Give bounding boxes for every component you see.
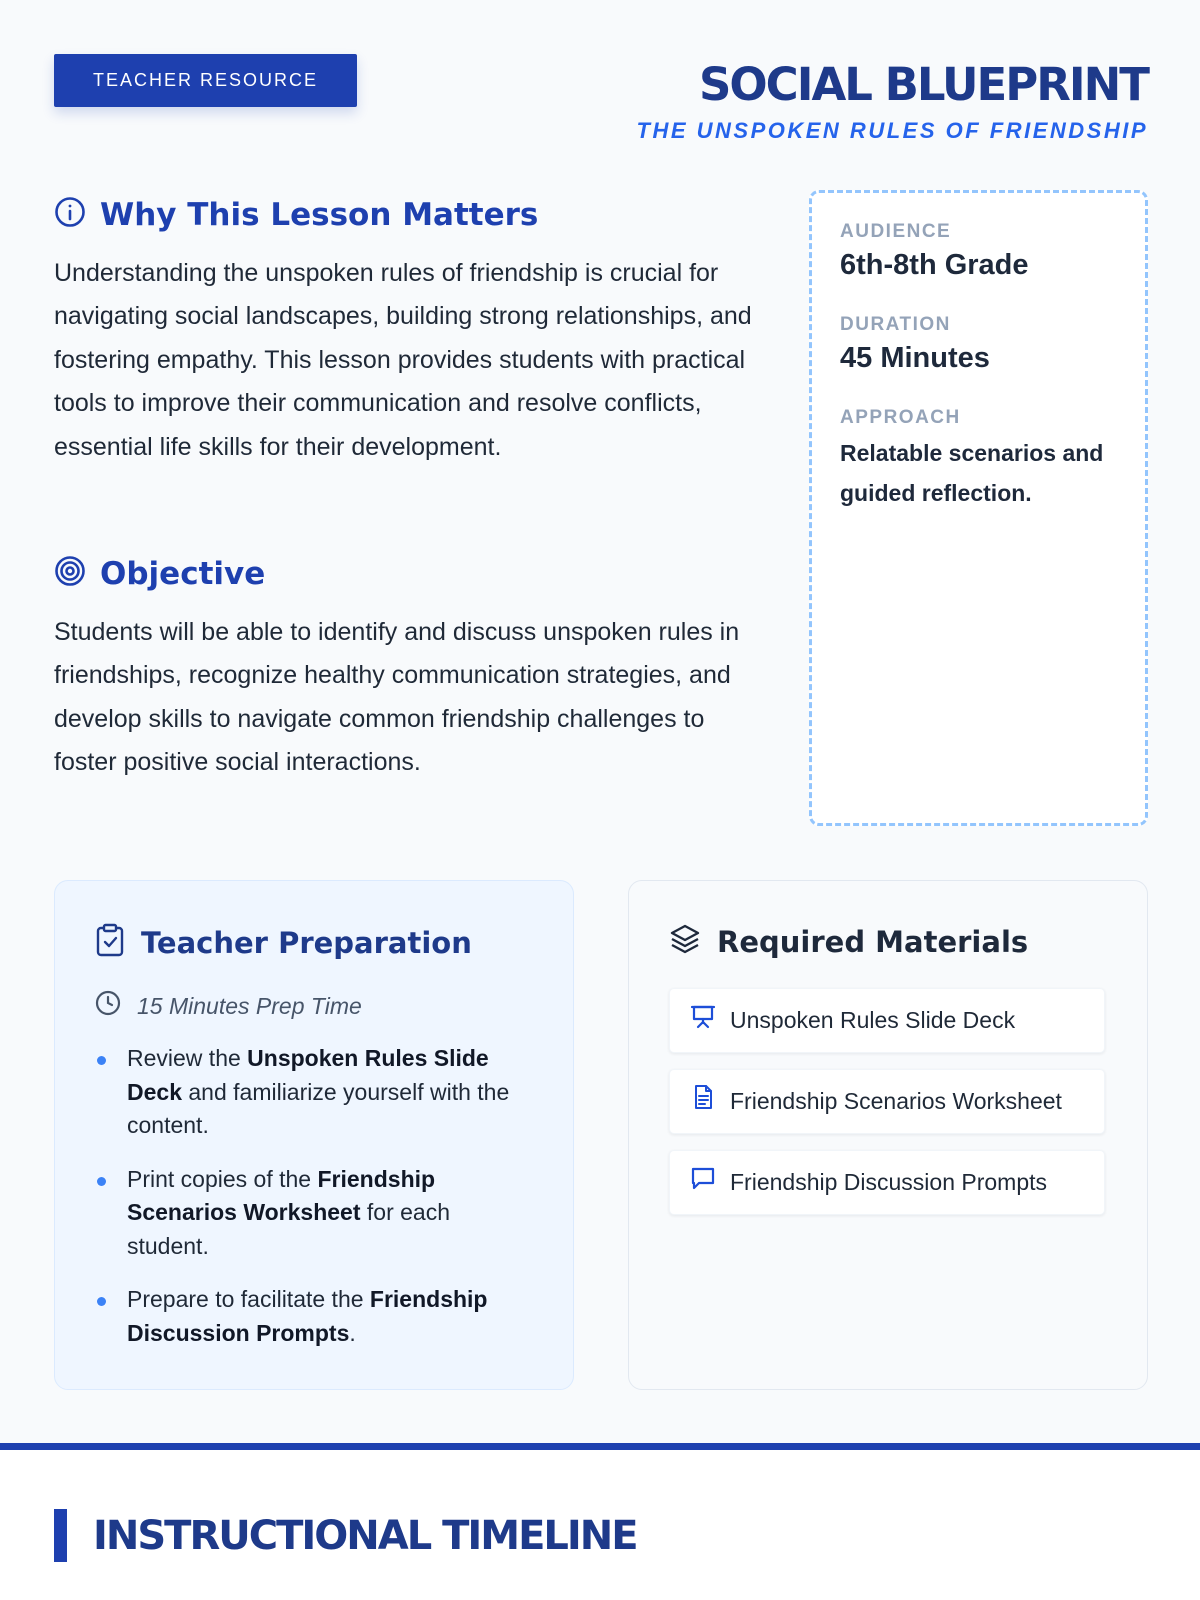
- lesson-info-card: [809, 190, 1148, 826]
- timeline-title: INSTRUCTIONAL TIMELINE: [93, 1513, 637, 1559]
- materials-heading: [669, 923, 1107, 960]
- page-title: SOCIAL BLUEPRINT: [699, 58, 1148, 111]
- materials-list: [669, 988, 1107, 1215]
- teacher-preparation-card: [54, 880, 574, 1390]
- material-slide-deck[interactable]: [669, 988, 1105, 1053]
- approach-value: Relatable scenarios and guided reflection.: [840, 440, 1104, 506]
- duration-value: 45 Minutes: [840, 342, 990, 374]
- duration-label: DURATION: [840, 314, 951, 335]
- list-item: Review the Unspoken Rules Slide Deck and familiarize yourself with the content.: [95, 1042, 533, 1143]
- materials-title: Required Materials: [717, 924, 1029, 959]
- objective-heading: [54, 555, 265, 592]
- document-icon: [690, 1084, 730, 1119]
- required-materials-card: [628, 880, 1148, 1390]
- instructional-timeline-section: [0, 1443, 1200, 1600]
- target-icon: [54, 555, 100, 592]
- list-item: Prepare to facilitate the Friendship Discussion Prompts.: [95, 1283, 533, 1350]
- accent-bar: [54, 1509, 67, 1562]
- clipboard-check-icon: [95, 923, 141, 962]
- list-item: Print copies of the Friendship Scenarios Worksheet for each student.: [95, 1163, 533, 1264]
- material-discussion-prompts[interactable]: [669, 1150, 1105, 1215]
- presentation-icon: [690, 1003, 730, 1038]
- page-subtitle: THE UNSPOKEN RULES OF FRIENDSHIP: [636, 118, 1148, 143]
- prep-list: [95, 1042, 533, 1350]
- brand-header: [637, 58, 1148, 144]
- clock-icon: [95, 990, 137, 1022]
- why-title: Why This Lesson Matters: [100, 196, 539, 233]
- prep-title: Teacher Preparation: [141, 925, 472, 960]
- approach-label: APPROACH: [840, 407, 961, 428]
- prep-time: [95, 990, 533, 1022]
- layers-icon: [669, 923, 717, 960]
- teacher-resource-badge: TEACHER RESOURCE: [54, 54, 357, 107]
- material-label: Friendship Scenarios Worksheet: [730, 1088, 1062, 1114]
- audience-label: AUDIENCE: [840, 221, 952, 242]
- material-worksheet[interactable]: [669, 1069, 1105, 1134]
- chat-bubble-icon: [690, 1165, 730, 1200]
- info-icon: [54, 196, 100, 233]
- prep-time-text: 15 Minutes Prep Time: [137, 992, 362, 1019]
- prep-heading: [95, 923, 533, 962]
- objective-body: Students will be able to identify and discuss unspoken rules in friendships, recognize healthy communication strategies, and develop skills to navigate common friendship challenges to foster positive social interactions.: [54, 618, 740, 777]
- why-heading: [54, 196, 538, 233]
- material-label: Friendship Discussion Prompts: [730, 1169, 1048, 1195]
- audience-value: 6th-8th Grade: [840, 249, 1029, 281]
- why-body: Understanding the unspoken rules of friendship is crucial for navigating social landscapes, building strong relationships, and fostering empathy. This lesson provides students with practical tools to improve their communication and resolve conflicts, essential life skills for their development.: [54, 259, 752, 461]
- material-label: Unspoken Rules Slide Deck: [730, 1007, 1016, 1033]
- objective-title: Objective: [100, 555, 266, 592]
